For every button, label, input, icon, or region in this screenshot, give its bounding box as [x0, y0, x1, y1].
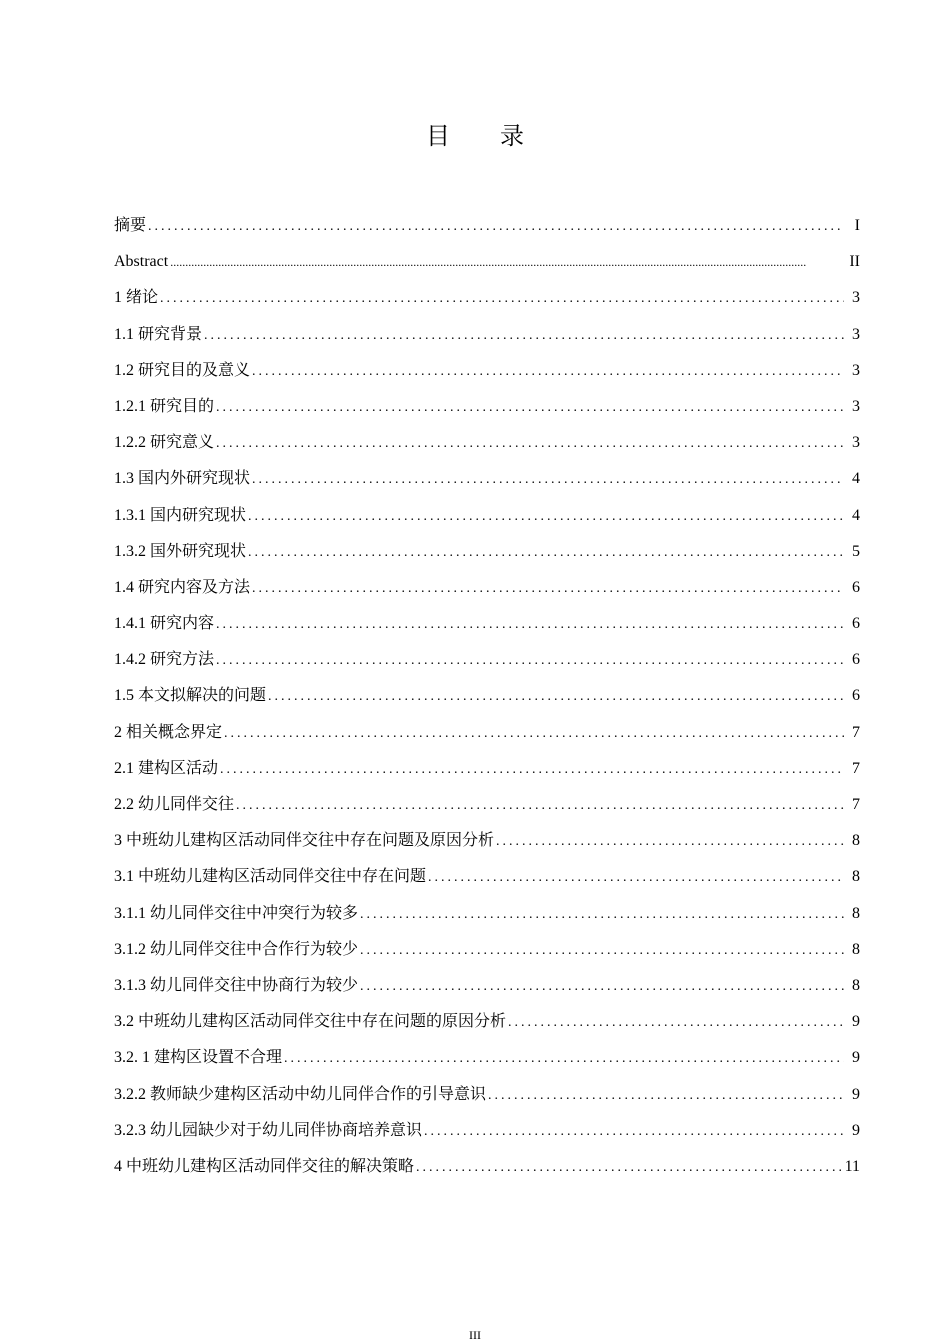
toc-entry-label: 1.3.1 国内研究现状: [114, 506, 247, 524]
toc-dot-leader: [360, 933, 844, 969]
toc-dot-leader: [428, 860, 844, 896]
toc-entry-2-1[interactable]: [114, 751, 860, 787]
toc-entry-abstract-en[interactable]: [114, 244, 860, 280]
toc-entry-1-3-2[interactable]: [114, 534, 860, 570]
toc-entry-1-5[interactable]: [114, 678, 860, 714]
toc-dot-leader: [508, 1005, 844, 1041]
toc-entry-1-3[interactable]: [114, 461, 860, 497]
toc-dot-leader: [252, 462, 844, 498]
toc-entry-page: 6: [852, 687, 860, 705]
toc-entry-label: 3.1.3 幼儿同伴交往中协商行为较少: [114, 976, 359, 994]
toc-entry-label: 1.5 本文拟解决的问题: [114, 687, 267, 705]
toc-entry-page: 3: [852, 361, 860, 379]
toc-entry-abstract-cn[interactable]: [114, 208, 860, 244]
toc-entry-page: 4: [852, 470, 860, 488]
toc-entry-page: II: [849, 253, 860, 271]
toc-entry-page: 5: [852, 542, 860, 560]
page-number: III: [469, 1328, 481, 1342]
toc-entry-page: I: [854, 217, 860, 234]
toc-dot-leader: [220, 752, 844, 788]
toc-entry-page: 8: [852, 904, 860, 922]
toc-dot-leader: [216, 426, 844, 462]
toc-entry-label: 2.1 建构区活动: [114, 759, 219, 777]
toc-entry-label: 1 绪论: [114, 289, 159, 307]
toc-entry-page: 8: [852, 868, 860, 886]
toc-dot-leader: [204, 318, 844, 354]
toc-dot-leader: [416, 1150, 841, 1186]
toc-dot-leader: [170, 244, 844, 280]
toc-entry-label: 4 中班幼儿建构区活动同伴交往的解决策略: [114, 1157, 415, 1175]
toc-entry-label: 3.2.2 教师缺少建构区活动中幼儿同伴合作的引导意识: [114, 1085, 487, 1103]
toc-entry-page: 9: [852, 1049, 860, 1067]
toc-dot-leader: [148, 209, 844, 245]
toc-entry-chapter-2[interactable]: [114, 715, 860, 751]
toc-entry-label: 3.2 中班幼儿建构区活动同伴交往中存在问题的原因分析: [114, 1013, 507, 1031]
toc-entry-page: 7: [852, 759, 860, 777]
toc-entry-page: 6: [852, 651, 860, 669]
toc-entry-1-2-1[interactable]: [114, 389, 860, 425]
toc-dot-leader: [284, 1041, 844, 1077]
toc-entry-1-2[interactable]: [114, 353, 860, 389]
toc-dot-leader: [488, 1078, 844, 1114]
toc-entry-label: 3.1 中班幼儿建构区活动同伴交往中存在问题: [114, 868, 427, 886]
toc-dot-leader: [216, 643, 844, 679]
toc-entry-page: 7: [852, 723, 860, 741]
toc-entry-label: 1.2.1 研究目的: [114, 397, 215, 415]
toc-entry-label: 1.4.1 研究内容: [114, 615, 215, 633]
toc-entry-page: 9: [852, 1121, 860, 1139]
toc-entry-1-2-2[interactable]: [114, 425, 860, 461]
toc-entry-chapter-3[interactable]: [114, 823, 860, 859]
toc-entry-3-1[interactable]: [114, 859, 860, 895]
toc-entry-page: 3: [852, 397, 860, 415]
page-title: 目 录: [426, 124, 546, 150]
toc-entry-label: 1.3.2 国外研究现状: [114, 542, 247, 560]
toc-dot-leader: [216, 607, 844, 643]
toc-entry-label: 1.4 研究内容及方法: [114, 578, 251, 596]
toc-entry-page: 3: [852, 325, 860, 343]
toc-dot-leader: [160, 281, 844, 317]
toc-entry-page: 11: [844, 1157, 860, 1175]
toc-entry-label: 1.2 研究目的及意义: [114, 361, 251, 379]
toc-entry-1-3-1[interactable]: [114, 498, 860, 534]
toc-entry-3-2[interactable]: [114, 1004, 860, 1040]
toc-entry-1-4[interactable]: [114, 570, 860, 606]
toc-entry-label: 3.2. 1 建构区设置不合理: [114, 1049, 283, 1067]
toc-entry-page: 3: [852, 289, 860, 307]
toc-dot-leader: [248, 499, 844, 535]
toc-entry-label: 3.1.2 幼儿同伴交往中合作行为较少: [114, 940, 359, 958]
toc-dot-leader: [496, 824, 844, 860]
toc-entry-page: 9: [852, 1085, 860, 1103]
toc-entry-label: Abstract: [114, 253, 169, 271]
toc-entry-label: 3.2.3 幼儿园缺少对于幼儿同伴协商培养意识: [114, 1121, 423, 1139]
toc-entry-3-1-2[interactable]: [114, 932, 860, 968]
toc-entry-1-4-2[interactable]: [114, 642, 860, 678]
toc-entry-label: 2.2 幼儿同伴交往: [114, 796, 235, 813]
toc-dot-leader: [224, 716, 844, 752]
toc-entry-3-2-1[interactable]: [114, 1040, 860, 1076]
toc-entry-3-2-2[interactable]: [114, 1077, 860, 1113]
toc-entry-1-1[interactable]: [114, 317, 860, 353]
toc-entry-1-4-1[interactable]: [114, 606, 860, 642]
toc-dot-leader: [360, 897, 844, 933]
toc-entry-label: 1.4.2 研究方法: [114, 651, 215, 669]
toc-entry-label: 1.1 研究背景: [114, 325, 203, 343]
toc-dot-leader: [360, 969, 844, 1005]
toc-entry-page: 3: [852, 434, 860, 452]
toc-entry-label: 1.3 国内外研究现状: [114, 470, 251, 488]
toc-entry-label: 1.2.2 研究意义: [114, 434, 215, 452]
toc-dot-leader: [268, 679, 844, 715]
toc-entry-page: 8: [852, 976, 860, 994]
toc-entry-3-2-3[interactable]: [114, 1113, 860, 1149]
toc-entry-3-1-1[interactable]: [114, 896, 860, 932]
toc-dot-leader: [248, 535, 844, 571]
toc-entry-page: 6: [852, 578, 860, 596]
toc-entry-chapter-1[interactable]: [114, 280, 860, 316]
toc-dot-leader: [252, 354, 844, 390]
toc-entry-page: 6: [852, 615, 860, 633]
toc-entry-page: 8: [852, 940, 860, 958]
table-of-contents: [114, 208, 860, 1185]
toc-entry-3-1-3[interactable]: [114, 968, 860, 1004]
toc-entry-page: 9: [852, 1013, 860, 1031]
toc-dot-leader: [236, 788, 844, 824]
toc-dot-leader: [216, 390, 844, 426]
toc-entry-chapter-4[interactable]: [114, 1149, 860, 1185]
toc-dot-leader: [424, 1114, 844, 1150]
toc-entry-label: 2 相关概念界定: [114, 723, 223, 741]
toc-entry-page: 4: [852, 506, 860, 524]
toc-entry-label: 摘要: [114, 217, 147, 234]
toc-entry-label: 3 中班幼儿建构区活动同伴交往中存在问题及原因分析: [114, 832, 495, 850]
toc-entry-page: 7: [852, 796, 860, 813]
toc-dot-leader: [252, 571, 844, 607]
toc-entry-label: 3.1.1 幼儿同伴交往中冲突行为较多: [114, 904, 359, 922]
toc-entry-2-2[interactable]: [114, 787, 860, 823]
toc-entry-page: 8: [852, 832, 860, 850]
